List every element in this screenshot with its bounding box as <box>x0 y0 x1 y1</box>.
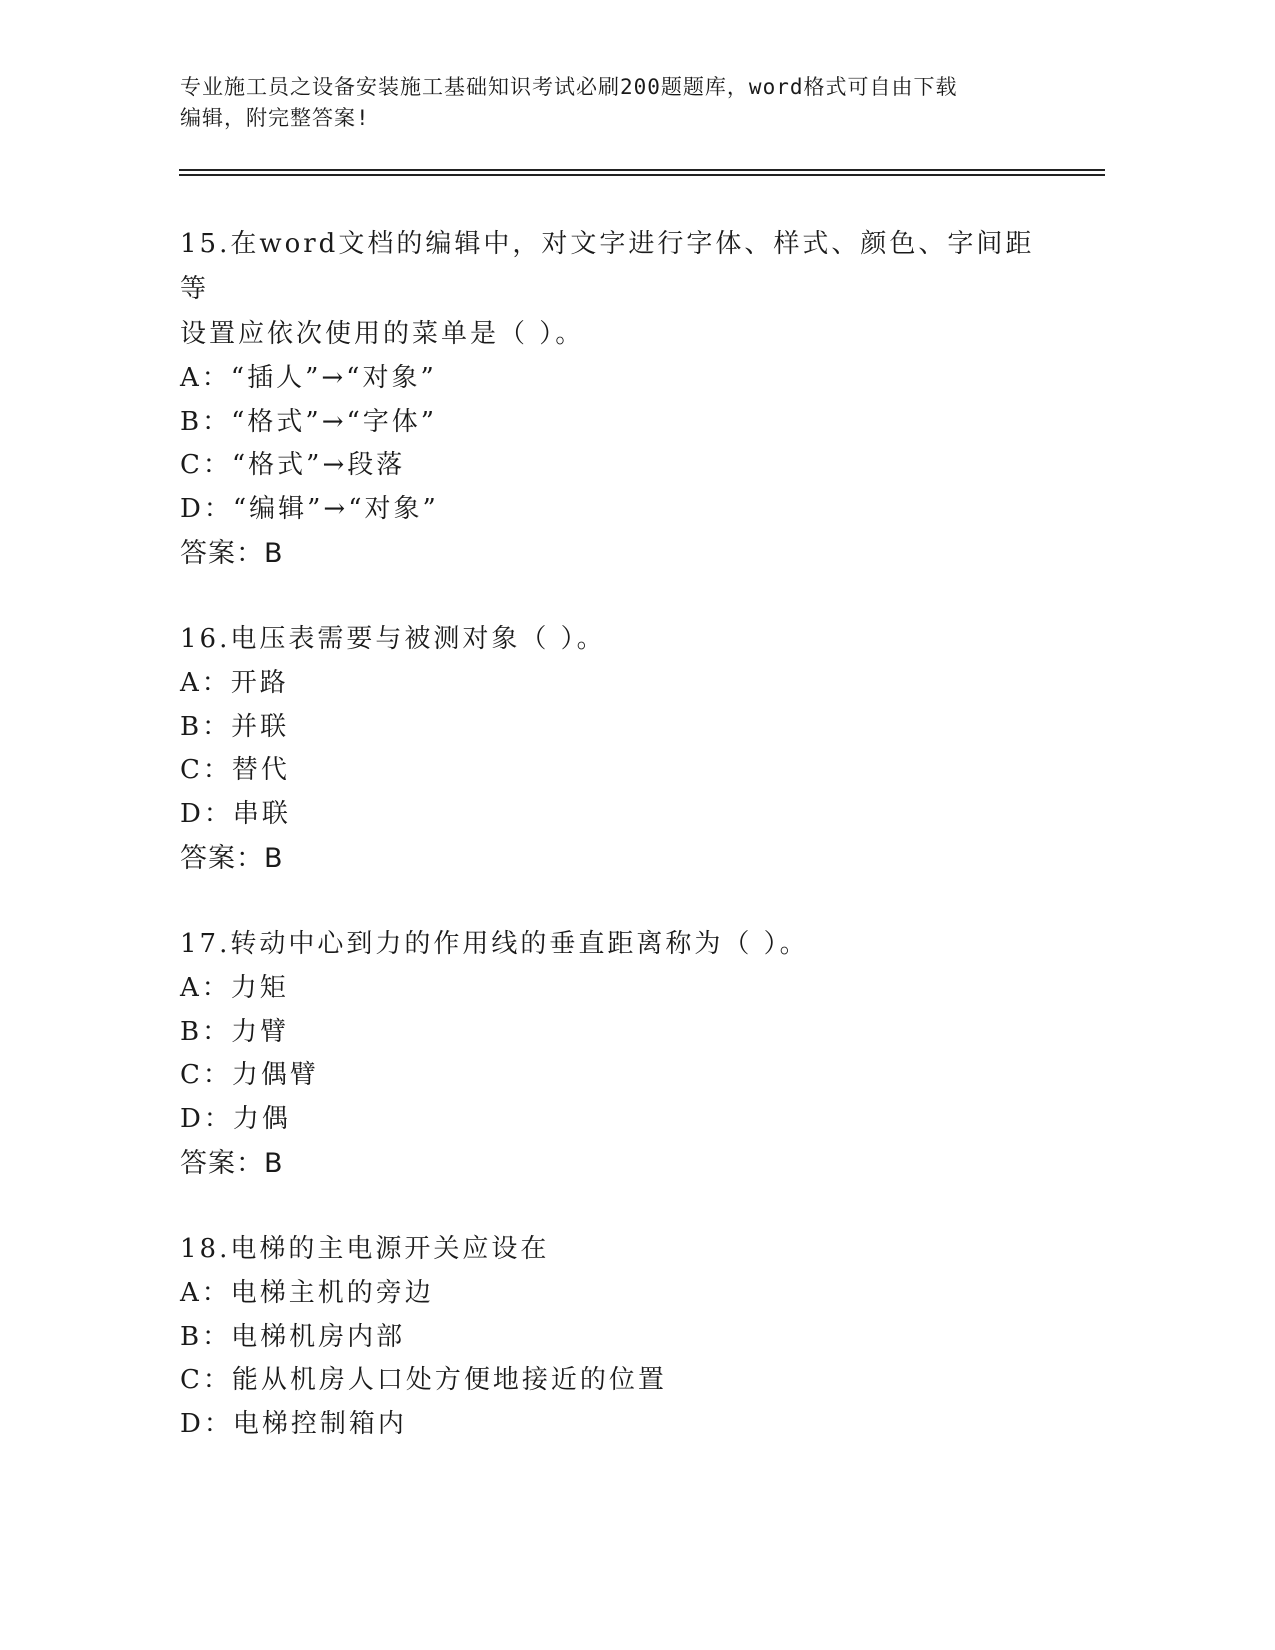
option-b: B：“格式”→“字体” <box>180 406 438 437</box>
question-15 <box>180 222 1060 576</box>
header-divider-top <box>179 169 1105 171</box>
option-b: B：并联 <box>180 711 290 742</box>
option-d: D：力偶 <box>180 1103 291 1134</box>
option-a: A：电梯主机的旁边 <box>180 1278 434 1308</box>
answer: 答案：B <box>180 843 284 874</box>
option-c: C：替代 <box>180 755 290 785</box>
option-a: A：“插人”→“对象” <box>180 363 437 393</box>
option-a: A：力矩 <box>180 973 289 1003</box>
question-16 <box>180 617 1060 881</box>
option-b: B：电梯机房内部 <box>180 1321 406 1352</box>
option-c: C：能从机房人口处方便地接近的位置 <box>180 1365 667 1395</box>
option-b: B：力臂 <box>180 1016 290 1047</box>
question-stem-continued: 设置应依次使用的菜单是（ ）。 <box>180 319 585 349</box>
question-stem: 15.在word文档的编辑中，对文字进行字体、样式、颜色、字间距等 <box>180 229 1035 304</box>
question-17 <box>180 922 1060 1186</box>
question-list <box>180 222 1060 1487</box>
option-a: A：开路 <box>180 668 289 698</box>
header-divider-bottom <box>179 174 1105 176</box>
answer: 答案：B <box>180 1148 284 1179</box>
option-d: D：串联 <box>180 798 291 829</box>
question-stem: 16.电压表需要与被测对象（ ）。 <box>180 624 606 654</box>
option-d: D：“编辑”→“对象” <box>180 493 439 524</box>
question-18 <box>180 1227 1060 1446</box>
question-stem: 18.电梯的主电源开关应设在 <box>180 1234 550 1264</box>
option-c: C：力偶臂 <box>180 1060 319 1090</box>
answer: 答案：B <box>180 538 284 569</box>
option-c: C：“格式”→段落 <box>180 450 406 480</box>
question-stem: 17.转动中心到力的作用线的垂直距离称为（ ）。 <box>180 929 809 959</box>
option-d: D：电梯控制箱内 <box>180 1408 407 1439</box>
header-title-line-1: 专业施工员之设备安装施工基础知识考试必刷200题题库，word格式可自由下载 <box>180 75 958 99</box>
header-title-line-2: 编辑，附完整答案! <box>180 106 370 130</box>
document-header <box>180 72 1040 134</box>
